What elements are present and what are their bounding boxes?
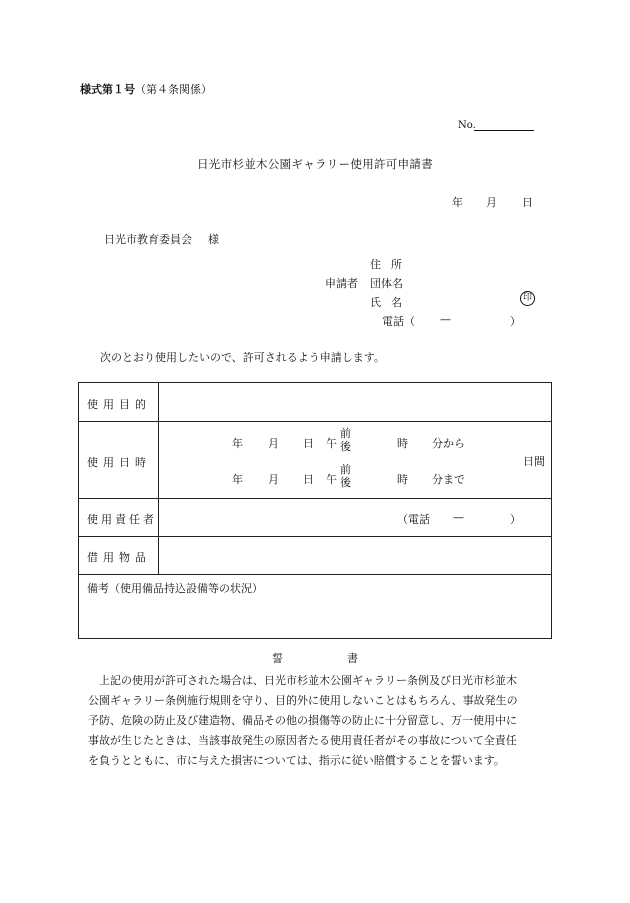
date-year-label: 年: [452, 196, 463, 209]
remarks-field[interactable]: [79, 595, 551, 638]
from-noon-label: 午: [326, 437, 337, 450]
applicant-group-label: 団体名: [370, 277, 403, 290]
document-title: 日光市杉並木公園ギャラリー使用許可申請書: [197, 157, 433, 171]
from-hour-label: 時: [397, 437, 408, 450]
date-month-label: 月: [486, 196, 497, 209]
datetime-field[interactable]: [159, 422, 552, 498]
applicant-address-label: 住所: [370, 258, 412, 271]
form-number-bold: 様式第１号: [80, 83, 135, 96]
to-month-label: 月: [268, 473, 279, 486]
responsible-field[interactable]: [159, 499, 552, 536]
from-month-label: 月: [268, 437, 279, 450]
document-no-label: No.: [458, 120, 476, 131]
seal-icon: 印: [520, 291, 535, 306]
applicant-tel-label: 電話（: [382, 315, 415, 328]
addressee-name: 日光市教育委員会: [104, 233, 192, 246]
to-day-label: 日: [303, 473, 314, 486]
date-day-label: 日: [522, 196, 533, 209]
datetime-label: 使用日時: [87, 456, 151, 469]
purpose-field[interactable]: [159, 383, 552, 421]
application-table: [78, 382, 552, 639]
table-divider: [79, 574, 551, 575]
applicant-tel-close: ）: [510, 315, 521, 328]
pledge-title: 誓書: [272, 652, 422, 665]
responsible-tel-close: ）: [510, 513, 521, 526]
purpose-label: 使用目的: [87, 398, 151, 411]
pledge-line: 上記の使用が許可された場合は、日光市杉並木公園ギャラリー条例及び日光市杉並木: [99, 674, 517, 687]
pledge-line: を負うとともに、市に与えた損害については、指示に従い賠償することを誓います。: [88, 754, 505, 767]
borrow-label: 借用物品: [87, 551, 151, 564]
to-noon-label: 午: [326, 473, 337, 486]
form-number: [80, 81, 212, 97]
from-pm-label: 後: [340, 440, 351, 453]
to-year-label: 年: [232, 473, 243, 486]
to-minute-label: 分まで: [432, 473, 465, 486]
applicant-role-label: 申請者: [325, 277, 358, 290]
from-am-label: 前: [340, 427, 351, 440]
remarks-label: 備考（使用備品持込設備等の状況）: [87, 582, 263, 595]
addressee-honorific: 様: [208, 233, 219, 246]
applicant-tel-dash: —: [440, 313, 451, 326]
days-label: 日間: [523, 455, 545, 468]
pledge-line: 公園ギャラリー条例施行規則を守り、目的外に使用しないことはもちろん、事故発生の: [88, 694, 518, 707]
form-number-rest: （第４条関係）: [135, 83, 212, 96]
to-hour-label: 時: [397, 473, 408, 486]
responsible-tel-label: （電話: [397, 513, 430, 526]
pledge-body: [88, 671, 558, 771]
to-am-label: 前: [340, 463, 351, 476]
document-no-field[interactable]: [474, 130, 534, 131]
from-minute-label: 分から: [432, 437, 465, 450]
responsible-tel-dash: —: [453, 511, 464, 524]
pledge-line: 事故が生じたときは、当該事故発生の原因者たる使用責任者がその事故について全責任: [88, 734, 517, 747]
intro-text: 次のとおり使用したいので、許可されるよう申請します。: [100, 351, 385, 364]
borrow-field[interactable]: [159, 537, 552, 574]
to-pm-label: 後: [340, 476, 351, 489]
responsible-label: 使用責任者: [87, 513, 157, 526]
applicant-name-label: 氏名: [370, 296, 412, 309]
from-day-label: 日: [303, 437, 314, 450]
from-year-label: 年: [232, 437, 243, 450]
pledge-line: 予防、危険の防止及び建造物、備品その他の損傷等の防止に十分留意し、万一使用中に: [88, 714, 517, 727]
